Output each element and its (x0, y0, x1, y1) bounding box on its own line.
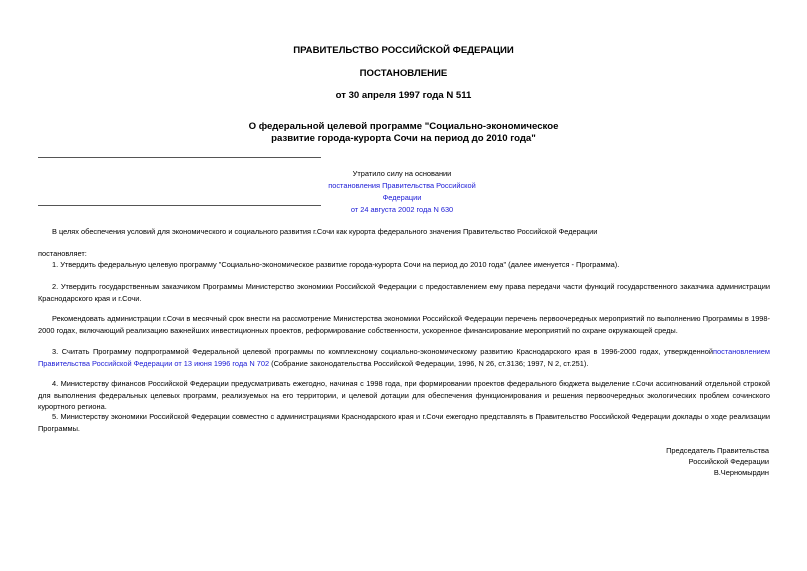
repeal-decree-link[interactable]: постановления Правительства Российской Федерации (328, 181, 476, 202)
item-5-paragraph: 5. Министерству экономики Российской Федерации совместно с администрациями Краснодарского края и г.Сочи ежегодно представлять в Правительство Российской Федерации доклады о ходе реализации Программы. (38, 412, 770, 433)
document-title-line-2: развитие города-курорта Сочи на период до 2010 года" (271, 133, 536, 144)
item-4-paragraph: 4. Министерству финансов Российской Федерации предусматривать ежегодно, начиная с 1998 года, при формировании проектов федерального бюджета выделение г.Сочи ассигнований отдельной строкой для выполнения федеральных целевых программ, реализуемых на его территории, и целевой дотации для обеспечения функционирования и решения первоочередных экологических проблем сочинского курортного региона. (38, 379, 770, 411)
signatory-title-line-1: Председатель Правительства (666, 446, 769, 455)
divider-top (38, 157, 321, 158)
document-type: ПОСТАНОВЛЕНИЕ (359, 68, 448, 79)
signatory-title-line-2: Российской Федерации (688, 457, 769, 466)
preamble-paragraph: В целях обеспечения условий для экономического и социального развития г.Сочи как курорта федерального значения Правительство Российской Федерации (52, 227, 598, 236)
item-2-paragraph: 2. Утвердить государственным заказчиком Программы Министерство экономики Российской Федерации с предоставлением ему права передачи части функций государственного заказчика администрации Краснодарского края и г.Сочи. (38, 282, 770, 303)
signatory-name: В.Черномырдин (713, 468, 769, 477)
document-title-line-1: О федеральной целевой программе "Социально-экономическое (248, 121, 559, 132)
item-3-text: 3. Считать Программу подпрограммой Федеральной целевой программы по комплексному социально-экономическому развитию Краснодарского края в 1996-2000 годах, утвержденной (52, 347, 713, 356)
issuer-heading: ПРАВИТЕЛЬСТВО РОССИЙСКОЙ ФЕДЕРАЦИИ (293, 45, 514, 56)
signature-block (666, 445, 769, 478)
decree-702-link[interactable]: постановлением Правительства Российской Федерации от 13 июня 1996 года N 702 (38, 347, 770, 368)
divider-bottom (38, 205, 321, 206)
item-1-paragraph: 1. Утвердить федеральную целевую программу "Социально-экономическое развитие города-курорта Сочи на период до 2010 года" (далее именуется - Программа). (52, 260, 620, 269)
recommendation-paragraph: Рекомендовать администрации г.Сочи в месячный срок внести на рассмотрение Министерства экономики Российской Федерации перечень первоочередных мероприятий по выполнению Программы в 1998-2000 годах, включающий реализацию важнейших инвестиционных проектов, реформирование собственности, ускоренное финансирование мероприятий по охране окружающей среды. (38, 314, 770, 335)
repeal-decree-date-link[interactable]: от 24 августа 2002 года N 630 (350, 205, 454, 214)
status-note-text: Утратило силу на основании (352, 169, 452, 178)
item-3-citation: (Собрание законодательства Российской Федерации, 1996, N 26, ст.3136; 1997, N 2, ст.251). (269, 358, 589, 368)
date-number: от 30 апреля 1997 года N 511 (335, 90, 472, 101)
resolves-paragraph: постановляет: (38, 249, 87, 258)
item-3-paragraph (38, 346, 770, 369)
status-note (322, 168, 482, 216)
